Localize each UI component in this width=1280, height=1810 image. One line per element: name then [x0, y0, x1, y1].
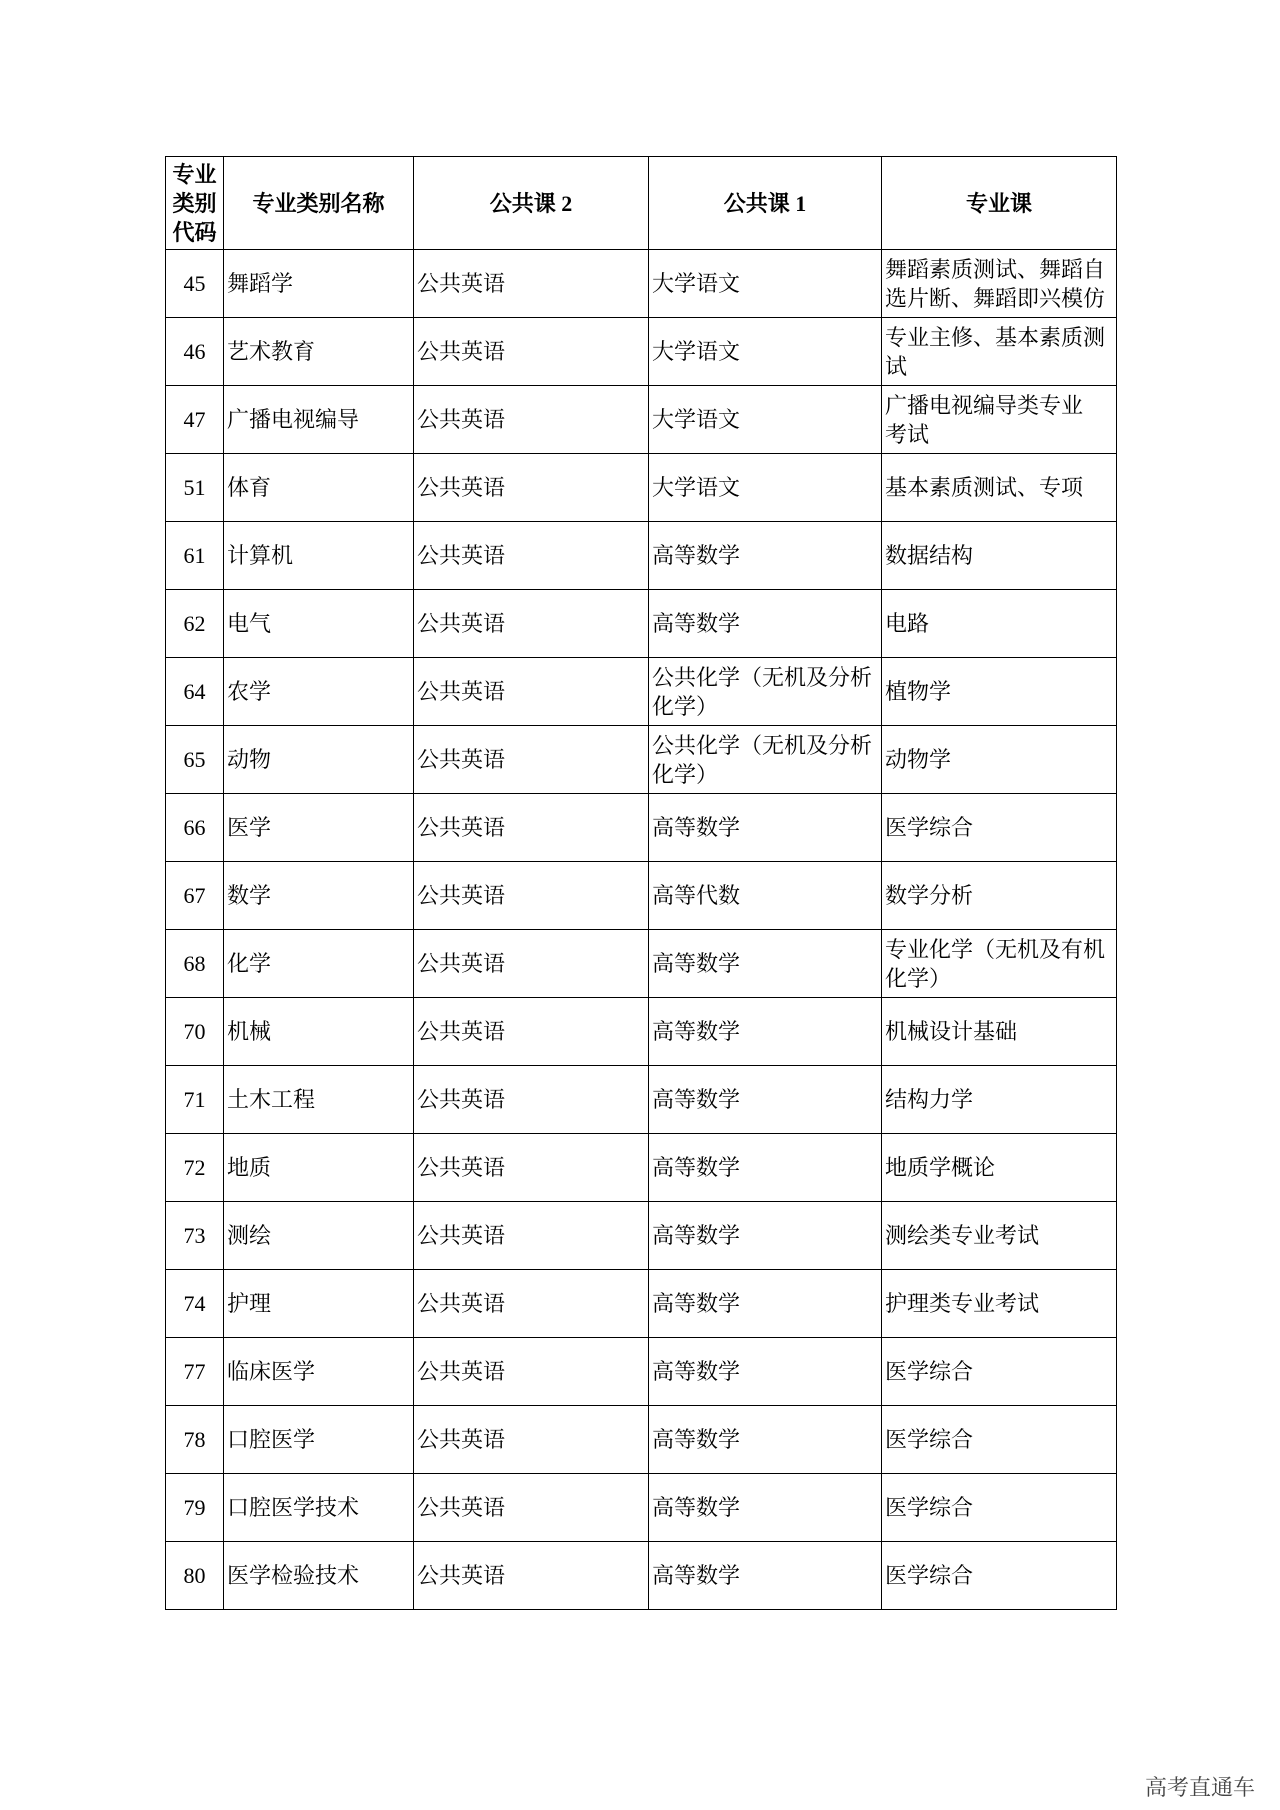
- cell-name: 电气: [224, 590, 414, 658]
- cell-name: 土木工程: [224, 1066, 414, 1134]
- cell-public1: 高等数学: [649, 1066, 882, 1134]
- table-row: [166, 930, 1117, 998]
- cell-line: 广播电视编导类专业: [885, 392, 1084, 418]
- cell-public1: 高等数学: [649, 794, 882, 862]
- cell-name: 口腔医学技术: [224, 1474, 414, 1542]
- subject-table: [165, 156, 1117, 1610]
- cell-public2: 公共英语: [414, 1338, 649, 1406]
- cell-public1: 大学语文: [649, 250, 882, 318]
- table-row: [166, 1542, 1117, 1610]
- cell-code: 72: [166, 1134, 224, 1202]
- table-row: [166, 590, 1117, 658]
- cell-name: 动物: [224, 726, 414, 794]
- table-row: [166, 998, 1117, 1066]
- cell-line: 考试: [885, 421, 930, 447]
- table-row: [166, 726, 1117, 794]
- table-header: [166, 157, 1117, 250]
- table-row: [166, 1066, 1117, 1134]
- table-row: [166, 454, 1117, 522]
- table-row: [166, 658, 1117, 726]
- cell-code: 64: [166, 658, 224, 726]
- cell-name: 数学: [224, 862, 414, 930]
- cell-public1: 高等数学: [649, 522, 882, 590]
- cell-name: 农学: [224, 658, 414, 726]
- cell-name: 机械: [224, 998, 414, 1066]
- cell-name: 测绘: [224, 1202, 414, 1270]
- cell-code: 46: [166, 318, 224, 386]
- cell-public2: 公共英语: [414, 930, 649, 998]
- cell-public1: 高等数学: [649, 1338, 882, 1406]
- cell-code: 70: [166, 998, 224, 1066]
- cell-public2: 公共英语: [414, 1134, 649, 1202]
- cell-name: 地质: [224, 1134, 414, 1202]
- cell-code: 67: [166, 862, 224, 930]
- cell-name: 艺术教育: [224, 318, 414, 386]
- table-row: [166, 1134, 1117, 1202]
- table-row: [166, 318, 1117, 386]
- cell-public1: 高等数学: [649, 930, 882, 998]
- cell-line: 公共化学（无机及分析: [652, 664, 873, 690]
- cell-code: 65: [166, 726, 224, 794]
- cell-major: 电路: [882, 590, 1117, 658]
- cell-major: 动物学: [882, 726, 1117, 794]
- cell-public1: [649, 658, 882, 726]
- cell-name: 医学检验技术: [224, 1542, 414, 1610]
- cell-public2: 公共英语: [414, 318, 649, 386]
- table-row: [166, 1270, 1117, 1338]
- cell-name: 口腔医学: [224, 1406, 414, 1474]
- cell-public1: 高等数学: [649, 1202, 882, 1270]
- cell-public2: 公共英语: [414, 658, 649, 726]
- cell-name: 护理: [224, 1270, 414, 1338]
- cell-name: 医学: [224, 794, 414, 862]
- cell-line: 试: [885, 353, 908, 379]
- cell-public2: 公共英语: [414, 998, 649, 1066]
- cell-public2: 公共英语: [414, 1066, 649, 1134]
- cell-public2: 公共英语: [414, 386, 649, 454]
- cell-public2: 公共英语: [414, 250, 649, 318]
- cell-code: 62: [166, 590, 224, 658]
- cell-major: 结构力学: [882, 1066, 1117, 1134]
- cell-code: 74: [166, 1270, 224, 1338]
- header-row: [166, 157, 1117, 250]
- cell-name: 临床医学: [224, 1338, 414, 1406]
- cell-code: 71: [166, 1066, 224, 1134]
- table-row: [166, 862, 1117, 930]
- cell-code: 51: [166, 454, 224, 522]
- cell-public2: 公共英语: [414, 862, 649, 930]
- cell-public1: 大学语文: [649, 386, 882, 454]
- header-public1: 公共课 1: [649, 157, 882, 250]
- cell-public1: 大学语文: [649, 454, 882, 522]
- cell-line: 舞蹈素质测试、舞蹈自: [885, 256, 1106, 282]
- cell-major: 基本素质测试、专项: [882, 454, 1117, 522]
- cell-public1: 高等数学: [649, 1134, 882, 1202]
- header-public2: 公共课 2: [414, 157, 649, 250]
- cell-code: 45: [166, 250, 224, 318]
- cell-code: 73: [166, 1202, 224, 1270]
- header-major: 专业课: [882, 157, 1117, 250]
- cell-major: 医学综合: [882, 1406, 1117, 1474]
- cell-major: 医学综合: [882, 1474, 1117, 1542]
- cell-name: 舞蹈学: [224, 250, 414, 318]
- cell-name: 化学: [224, 930, 414, 998]
- cell-major: [882, 250, 1117, 318]
- header-code: 专业类别代码: [166, 157, 224, 250]
- cell-major: 医学综合: [882, 1338, 1117, 1406]
- cell-name: 广播电视编导: [224, 386, 414, 454]
- cell-line: 专业化学（无机及有机: [885, 936, 1106, 962]
- cell-public2: 公共英语: [414, 794, 649, 862]
- cell-line: 选片断、舞蹈即兴模仿: [885, 285, 1106, 311]
- cell-major: 植物学: [882, 658, 1117, 726]
- cell-public2: 公共英语: [414, 1202, 649, 1270]
- cell-major: [882, 386, 1117, 454]
- header-name: 专业类别名称: [224, 157, 414, 250]
- cell-major: [882, 318, 1117, 386]
- cell-major: 地质学概论: [882, 1134, 1117, 1202]
- cell-major: 数学分析: [882, 862, 1117, 930]
- table-row: [166, 522, 1117, 590]
- table-row: [166, 1338, 1117, 1406]
- cell-major: 机械设计基础: [882, 998, 1117, 1066]
- cell-public1: [649, 726, 882, 794]
- table-row: [166, 1202, 1117, 1270]
- cell-public2: 公共英语: [414, 590, 649, 658]
- cell-public2: 公共英语: [414, 1406, 649, 1474]
- cell-code: 66: [166, 794, 224, 862]
- cell-line: 公共化学（无机及分析: [652, 732, 873, 758]
- cell-code: 68: [166, 930, 224, 998]
- table-row: [166, 386, 1117, 454]
- watermark: 高考直通车: [1144, 1775, 1255, 1800]
- cell-public2: 公共英语: [414, 1542, 649, 1610]
- cell-public1: 高等数学: [649, 1406, 882, 1474]
- cell-public1: 高等数学: [649, 1474, 882, 1542]
- cell-major: 医学综合: [882, 794, 1117, 862]
- cell-major: 医学综合: [882, 1542, 1117, 1610]
- cell-public1: 高等数学: [649, 590, 882, 658]
- cell-code: 77: [166, 1338, 224, 1406]
- table-row: [166, 1474, 1117, 1542]
- table-row: [166, 250, 1117, 318]
- cell-public1: 高等代数: [649, 862, 882, 930]
- cell-code: 79: [166, 1474, 224, 1542]
- cell-code: 61: [166, 522, 224, 590]
- cell-line: 化学）: [652, 693, 719, 719]
- cell-public2: 公共英语: [414, 1474, 649, 1542]
- cell-major: 护理类专业考试: [882, 1270, 1117, 1338]
- cell-code: 80: [166, 1542, 224, 1610]
- cell-public1: 高等数学: [649, 1542, 882, 1610]
- cell-name: 计算机: [224, 522, 414, 590]
- cell-public2: 公共英语: [414, 726, 649, 794]
- cell-code: 47: [166, 386, 224, 454]
- cell-major: 数据结构: [882, 522, 1117, 590]
- table-row: [166, 1406, 1117, 1474]
- cell-line: 化学）: [652, 761, 719, 787]
- table-row: [166, 794, 1117, 862]
- cell-line: 化学）: [885, 965, 952, 991]
- cell-code: 78: [166, 1406, 224, 1474]
- table-body: [166, 250, 1117, 1610]
- cell-major: 测绘类专业考试: [882, 1202, 1117, 1270]
- cell-name: 体育: [224, 454, 414, 522]
- cell-public1: 高等数学: [649, 998, 882, 1066]
- cell-public2: 公共英语: [414, 454, 649, 522]
- cell-public1: 高等数学: [649, 1270, 882, 1338]
- cell-public1: 大学语文: [649, 318, 882, 386]
- cell-major: [882, 930, 1117, 998]
- cell-public2: 公共英语: [414, 522, 649, 590]
- cell-public2: 公共英语: [414, 1270, 649, 1338]
- cell-line: 专业主修、基本素质测: [885, 324, 1106, 350]
